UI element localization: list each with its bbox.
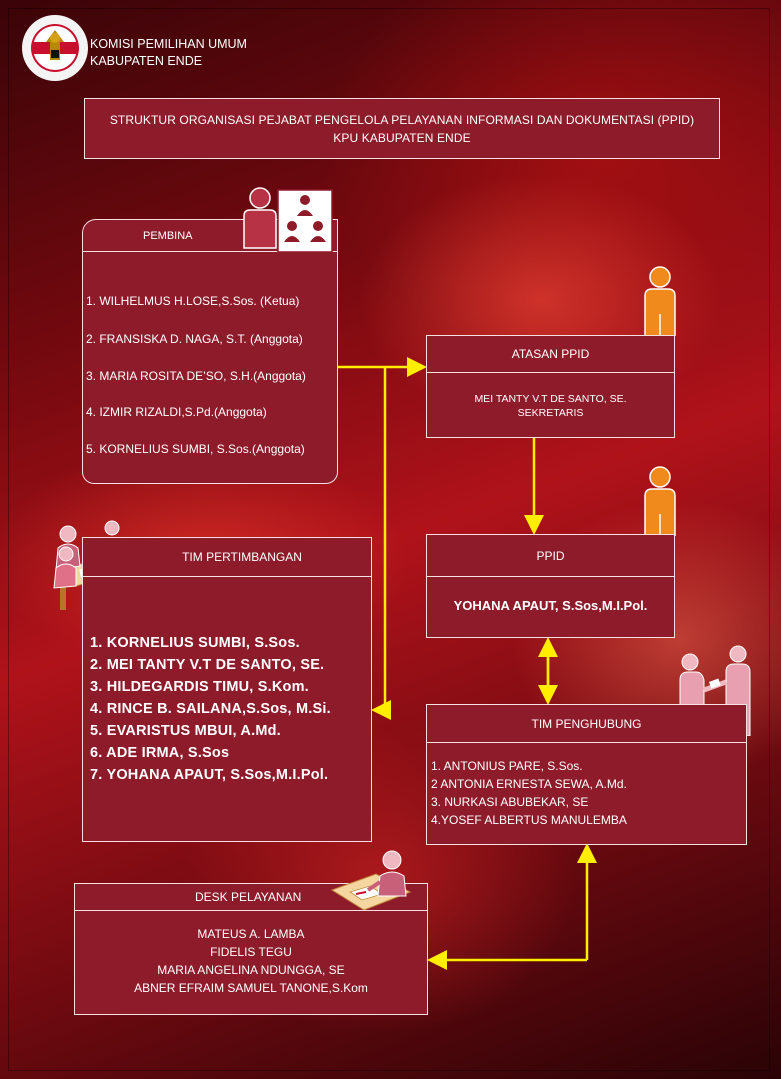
desk-pelayanan-member: MARIA ANGELINA NDUNGGA, SE xyxy=(157,963,345,977)
ppid-name: YOHANA APAUT, S.Sos,M.I.Pol. xyxy=(453,598,648,613)
pembina-header-label: PEMBINA xyxy=(143,229,193,242)
ppid-header xyxy=(426,534,675,577)
tim-pertimbangan-member: 6. ADE IRMA, S.Sos xyxy=(90,745,230,761)
board-people-icon xyxy=(236,186,334,252)
tim-penghubung-member: 2 ANTONIA ERNESTA SEWA, A.Md. xyxy=(431,777,627,791)
atasan-header xyxy=(426,335,675,373)
atasan-name: MEI TANTY V.T DE SANTO, SE. xyxy=(474,393,627,405)
atasan-body xyxy=(426,372,675,438)
desk-pelayanan-member: ABNER EFRAIM SAMUEL TANONE,S.Kom xyxy=(134,981,368,995)
person-icon xyxy=(640,266,680,336)
tim-pertimbangan-member: 1. KORNELIUS SUMBI, S.Sos. xyxy=(90,635,300,651)
tim-penghubung-member: 3. NURKASI ABUBEKAR, SE xyxy=(431,795,589,809)
person-icon xyxy=(640,466,680,536)
tim-pertimbangan-header-label: TIM PERTIMBANGAN xyxy=(182,550,302,564)
desk-worker-icon xyxy=(330,846,412,918)
tim-penghubung-header-label: TIM PENGHUBUNG xyxy=(531,716,642,731)
tim-pertimbangan-list xyxy=(82,576,372,842)
atasan-header-label: ATASAN PPID xyxy=(511,347,590,361)
pembina-member: 4. IZMIR RIZALDI,S.Pd.(Anggota) xyxy=(86,405,267,419)
chart-subtitle: KPU KABUPATEN ENDE xyxy=(333,130,471,145)
desk-pelayanan-member: MATEUS A. LAMBA xyxy=(197,927,305,941)
desk-pelayanan-list xyxy=(74,910,428,1015)
pembina-member: 2. FRANSISKA D. NAGA, S.T. (Anggota) xyxy=(86,332,303,346)
ppid-body xyxy=(426,576,675,638)
tim-pertimbangan-member: 2. MEI TANTY V.T DE SANTO, SE. xyxy=(90,657,325,673)
tim-pertimbangan-member: 5. EVARISTUS MBUI, A.Md. xyxy=(90,723,281,739)
tim-penghubung-header xyxy=(426,704,747,743)
org-name-line1: KOMISI PEMILIHAN UMUM xyxy=(90,37,247,51)
tim-pertimbangan-member: 7. YOHANA APAUT, S.Sos,M.I.Pol. xyxy=(90,767,329,783)
tim-penghubung-member: 4.YOSEF ALBERTUS MANULEMBA xyxy=(431,813,627,827)
tim-pertimbangan-member: 3. HILDEGARDIS TIMU, S.Kom. xyxy=(90,679,309,695)
pembina-member: 1. WILHELMUS H.LOSE,S.Sos. (Ketua) xyxy=(86,294,300,308)
atasan-role: SEKRETARIS xyxy=(517,407,584,419)
pembina-member: 3. MARIA ROSITA DE’SO, S.H.(Anggota) xyxy=(86,369,306,383)
pembina-member: 5. KORNELIUS SUMBI, S.Sos.(Anggota) xyxy=(86,442,305,456)
tim-penghubung-member: 1. ANTONIUS PARE, S.Sos. xyxy=(431,759,583,773)
pembina-list xyxy=(82,251,338,484)
tim-pertimbangan-header xyxy=(82,537,372,577)
tim-penghubung-list xyxy=(426,742,747,845)
desk-pelayanan-member: FIDELIS TEGU xyxy=(210,945,292,959)
org-name-line2: KABUPATEN ENDE xyxy=(90,54,203,68)
tim-pertimbangan-member: 4. RINCE B. SAILANA,S.Sos, M.Si. xyxy=(90,701,331,717)
chart-title: STRUKTUR ORGANISASI PEJABAT PENGELOLA PELAYANAN INFORMASI DAN DOKUMENTASI (PPID) xyxy=(109,112,695,127)
desk-pelayanan-header-label: DESK PELAYANAN xyxy=(195,890,302,904)
ppid-header-label: PPID xyxy=(536,548,565,563)
